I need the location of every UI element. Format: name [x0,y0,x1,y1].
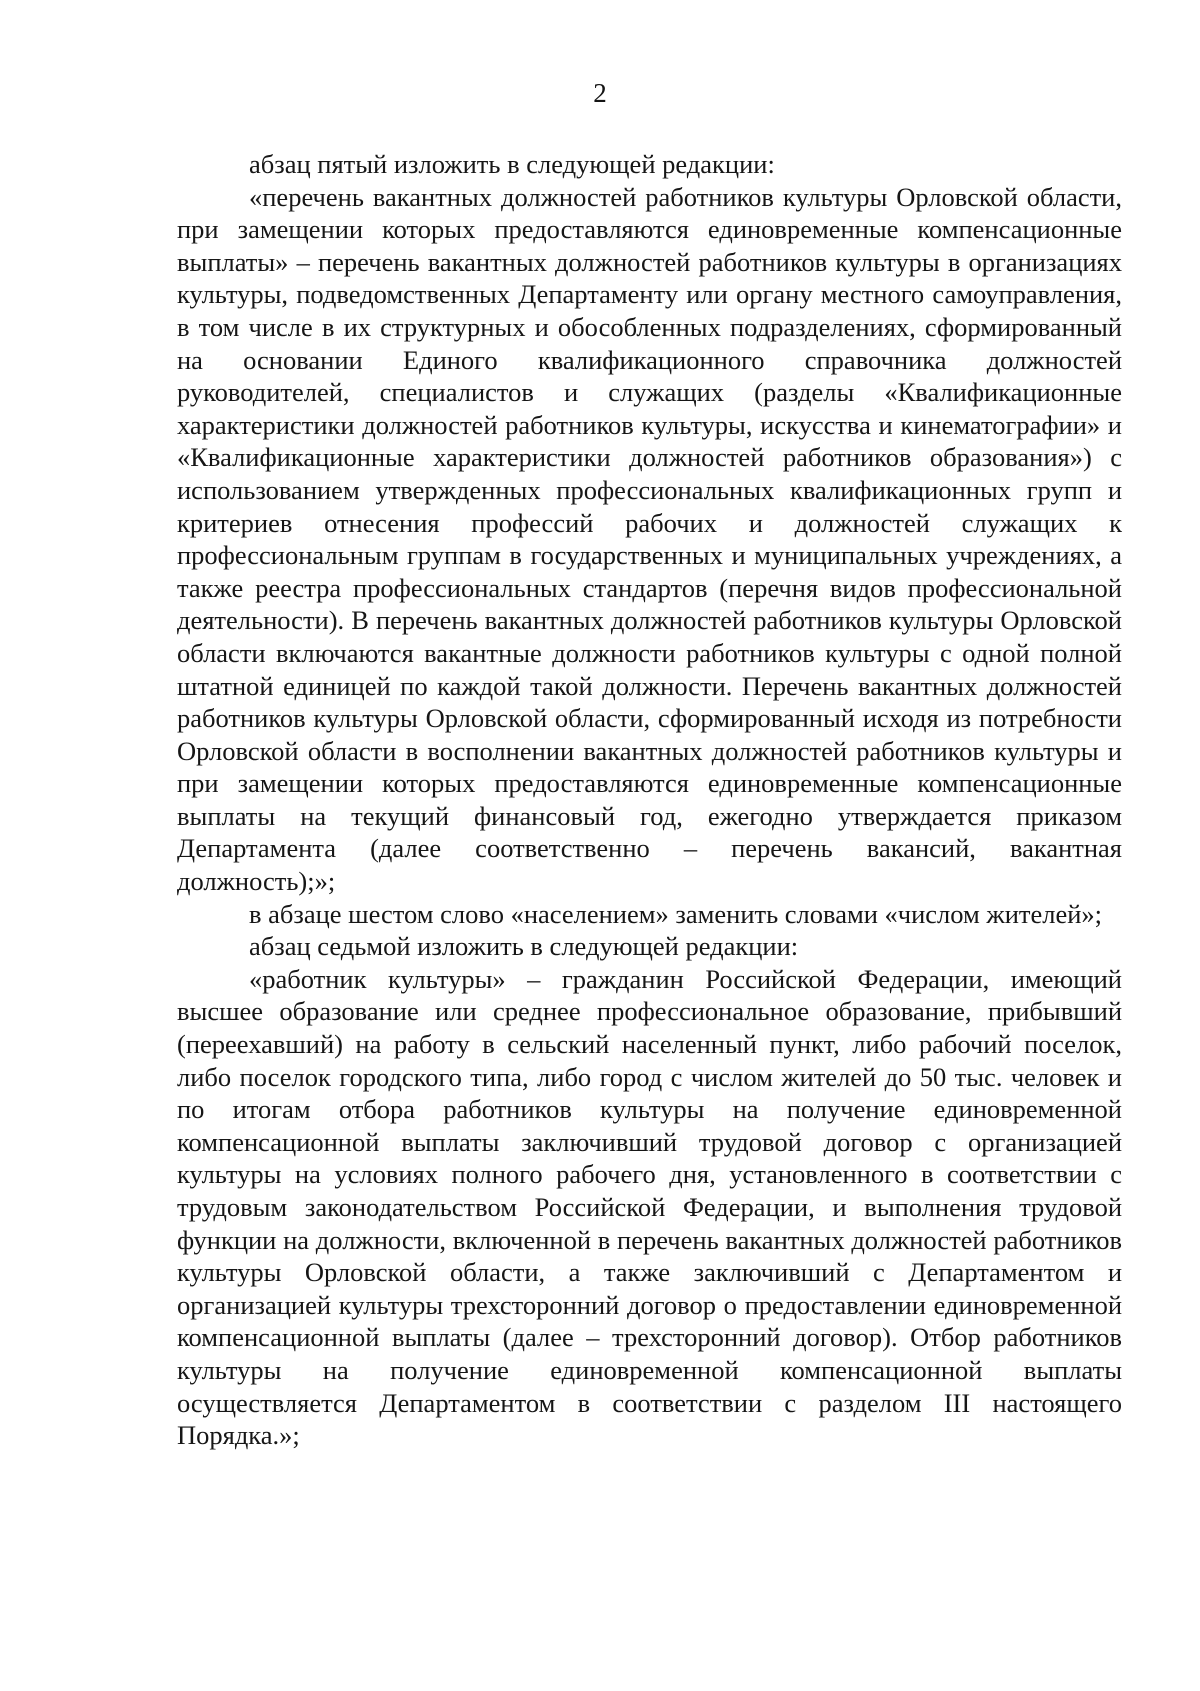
paragraph-amendment-fifth: абзац пятый изложить в следующей редакции: [249,149,775,179]
paragraph-vacancy-list-definition: «перечень вакантных должностей работников культуры Орловской области, при замещении которых предоставляются единовременные компенсационные выплаты» – перечень вакантных должностей работников культуры в организациях культуры, подведомственных Департаменту или органу местного самоуправления, в том числе в их структурных и обособленных подразделениях, сформированный на основании Единого квалификационного справочника должностей руководителей, специалистов и служащих (разделы «Квалификационные характеристики должностей работников культуры, искусства и кинематографии» и «Квалификационные характеристики должностей работников образования») с использованием утвержденных профессиональных квалификационных групп и критериев отнесения профессий рабочих и должностей служащих к профессиональным группам в государственных и муниципальных учреждениях, а также реестра профессиональных стандартов (перечня видов профессиональной деятельности). В перечень вакантных должностей работников культуры Орловской области включаются вакантные должности работников культуры с одной полной штатной единицей по каждой такой должности. Перечень вакантных должностей работников культуры Орловской области, сформированный исходя из потребности Орловской области в восполнении вакантных должностей работников культуры и при замещении которых предоставляются единовременные компенсационные выплаты на текущий финансовый год, ежегодно утверждается приказом Департамента (далее соответственно – перечень вакансий, вакантная должность);»; [177,181,1122,897]
paragraph-culture-worker-definition: «работник культуры» – гражданин Российской Федерации, имеющий высшее образование или среднее профессиональное образование, прибывший (переехавший) на работу в сельский населенный пункт, либо рабочий поселок, либо поселок городского типа, либо город с числом жителей до 50 тыс. человек и по итогам отбора работников культуры на получение единовременной компенсационной выплаты заключивший трудовой договор с организацией культуры на условиях полного рабочего дня, установленного в соответствии с трудовым законодательством Российской Федерации, и выполнения трудовой функции на должности, включенной в перечень вакантных должностей работников культуры Орловской области, а также заключивший с Департаментом и организацией культуры трехсторонний договор о предоставлении единовременной компенсационной выплаты (далее – трехсторонний договор). Отбор работников культуры на получение единовременной компенсационной выплаты осуществляется Департаментом в соответствии с разделом III настоящего Порядка.»; [177,963,1122,1451]
paragraph-amendment-sixth: в абзаце шестом слово «населением» заменить словами «числом жителей»; [249,898,1103,929]
page-number: 2 [593,78,607,108]
document-body [177,148,1122,1452]
paragraph-amendment-seventh: абзац седьмой изложить в следующей редакции: [249,931,799,962]
